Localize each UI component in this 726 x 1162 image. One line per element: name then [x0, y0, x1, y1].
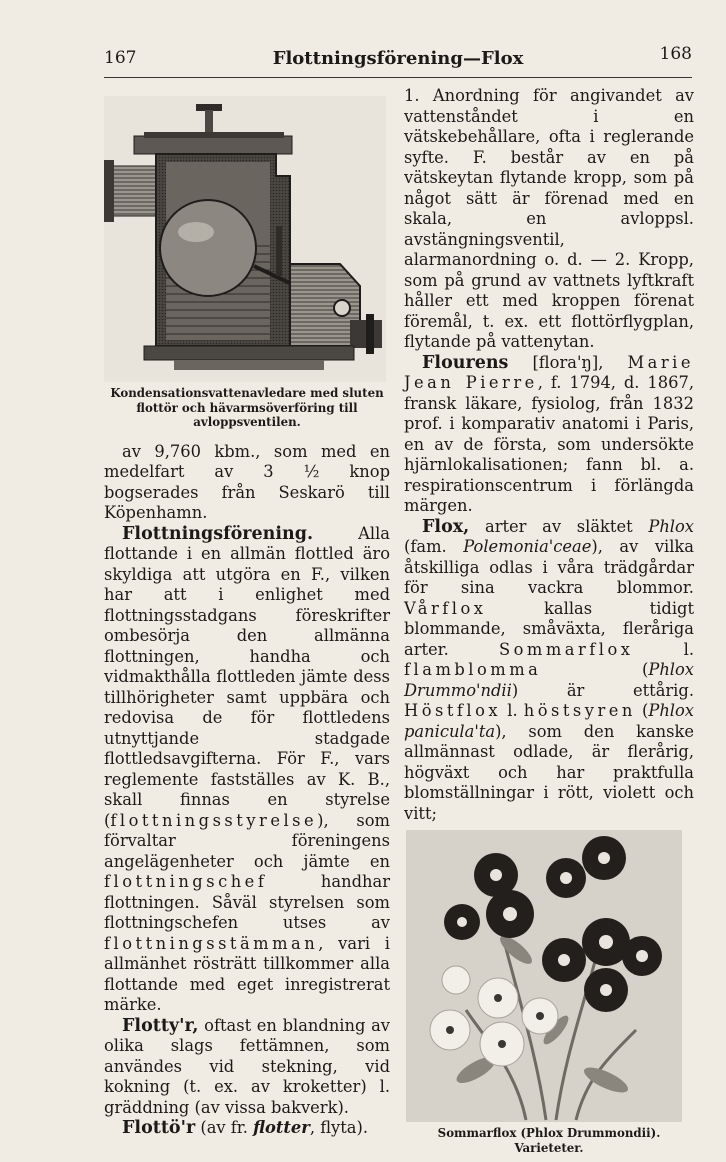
headword: Flottningsförening.	[122, 523, 314, 544]
left-column	[104, 96, 390, 1139]
headword: Flourens	[422, 352, 509, 373]
headword: Flox,	[422, 516, 470, 537]
entry-flourens: Flourens [flora'ŋ], Marie Jean Pierre, f. 1794, d. 1867, fransk läkare, fysiolog, från 1832 prof. i komparativ anatomi i Paris, en av de första, som undersökte hjärnlokalisationen; fann bl. a. respirationscentrum i förlängda märgen.	[404, 352, 694, 515]
phlox-caption: Sommarflox (Phlox Drummondii). Varieteter.	[437, 1126, 661, 1155]
entry-flottyr: Flotty'r, oftast en blandning av olika slags fettämnen, som användes vid stekning, vid kokning (t. ex. av kroketter) l. gräddning (av vissa bakverk).	[104, 1015, 390, 1117]
entry-flox: Flox, arter av släktet Phlox (fam. Polemonia'ceae), av vilka åtskilliga odlas i våra trädgårdar för sina vackra blommor. Vårflox kallas tidigt blommande, småväxta, fleråriga arter. Sommarflox l. flamblomma (Phlox Drummo'ndii) är ettårig. Höstflox l. höstsyren (Phlox panicula'ta), som den kanske allmännast odlade, är flerårig, högväxt och har praktfulla blomställningar i rött, violett och vitt;	[404, 516, 695, 823]
headword: Flotty'r,	[122, 1015, 199, 1036]
continued-paragraph: av 9,760 kbm., som med en medelfart av 3 ½ knop bogserades från Seskarö till Köpenhamn.	[104, 441, 390, 522]
page-number-right: 168	[659, 44, 692, 64]
steam-trap-illustration	[104, 96, 386, 382]
entry-flottor: Flottö'r (av fr. flotter, flyta).	[122, 1118, 369, 1138]
right-column	[404, 86, 694, 1155]
page-header	[104, 44, 692, 74]
phlox-photograph	[406, 830, 682, 1122]
entry-flottningsforening: Flottningsförening. Alla flottande i en allmän flottled äro skyldiga att utgöra en F., vilken har att i enlighet med flottningsstadgans föreskrifter ombesörja den allmänna flottningen, handha och vidmakthålla flottleden jämte dess tillhörigheter samt uppbära och redovisa de för flottledens utnyttjande stadgade flottledsavgifterna. För F., vars reglemente fastställes av K. B., skall finnas en styrelse (flottningsstyrelse), som förvaltar föreningens angelägenheter och jämte en flottningschef handhar flottningen. Såväl styrelsen som flottningschefen utses av flottningsstämman, vari i allmänhet rösträtt tillkommer alla flottande med eget inregistrerat märke.	[104, 523, 390, 1014]
page-number-left: 167	[104, 48, 137, 68]
header-rule	[104, 77, 692, 78]
steam-trap-caption: Kondensationsvattenavledare med sluten flottör och hävarmsöverföring till avloppsventilen.	[110, 386, 384, 429]
headword: Flottö'r	[122, 1118, 196, 1138]
running-title: Flottningsförening—Flox	[272, 48, 524, 69]
flottor-definition: 1. Anordning för angivandet av vattenståndet i en vätskebehållare, ofta i reglerande syfte. F. består av en på vätskeytan flytande kropp, som på något sätt är förenad med en skala, en avloppsl. avstängningsventil, alarmanordning o. d. — 2. Kropp, som på grund av vattnets lyftkraft håller ett med kroppen förenat föremål, t. ex. ett flottörflygplan, flytande på vattenytan.	[404, 86, 694, 351]
